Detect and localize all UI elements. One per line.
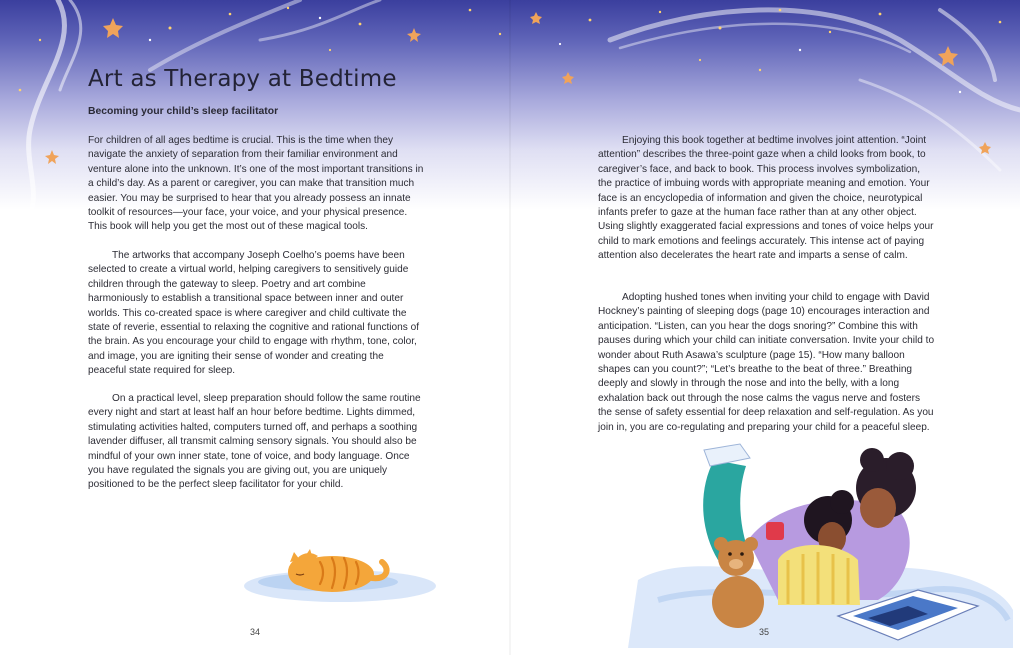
page-title: Art as Therapy at Bedtime (88, 66, 397, 92)
sleeping-cat-illustration (240, 528, 440, 608)
page-number-right: 35 (759, 627, 770, 637)
section-subtitle: Becoming your child’s sleep facilitator (88, 106, 279, 117)
reading-together-illustration (628, 430, 1016, 648)
left-paragraph-2: The artworks that accompany Joseph Coelho’s poems have been selected to create a virtual world, helping caregivers to sensitively guide children through the gateway to sleep. Poetry and art combine harmoniously to establish a transitional space between inner and outer worlds. This co-created space is where caregiver and child cultivate the state of reverie, essential to relaxing the cognitive and rational functions of the brain. As you encourage your child to engage with rhythm, tone, color, and image, you are igniting their sense of wonder and creating the peaceful state required for sleep. (88, 250, 420, 377)
page-number-left: 34 (250, 627, 261, 637)
left-paragraph-1: For children of all ages bedtime is crucial. This is the time when they navigate the anxiety of separation from their familiar environment and venture alone into the unknown. It’s one of the most important transitions in a child’s day. As a parent or caregiver, you can make that transition much easier. You may be surprised to hear that you already possess an innate toolkit of resources—your face, your voice, and your physical presence. This book will help you get the most out of these magical tools. (88, 135, 424, 233)
left-paragraph-3: On a practical level, sleep preparation should follow the same routine every night and start at least half an hour before bedtime. Lights dimmed, stimulating activities halted, computers turned off, and perhaps a soothing lavender diffuser, all transmit calming sensory signals. You should also be mindful of your own inner state, tone of voice, and body language. Once you have regulated the signals you are giving out, you are uniquely positioned to be the perfect sleep facilitator for your child. (88, 393, 421, 491)
right-paragraph-2: Adopting hushed tones when inviting your child to engage with David Hockney’s painting of sleeping dogs (page 10) encourages interaction and anticipation. “Listen, can you hear the dogs snoring?” Combine this with pauses during which your child can initiate conversation. Invite your child to wonder about Ruth Asawa’s sculpture (page 15). “How many balloon shapes can you count?”; “Let’s breathe to the beat of three.” Breathing deeply and slowly in through the nose and into the belly, with a long exhalation back out through the nose calms the vagus nerve and fosters the sense of safety essential for deep relaxation and self-regulation. As you join in, you are co-regulating and preparing your child for a peaceful sleep. (598, 292, 935, 433)
right-paragraph-1: Enjoying this book together at bedtime involves joint attention. “Joint attention” describes the three-point gaze when a child looks from book, to caregiver’s face, and back to book. This process involves symbolization, the practice of imbuing words with appropriate meaning and emotion. Your face is an encyclopedia of information and given the choice, neurotypical infants prefer to gaze at the human face rather than at any other object. Using slightly exaggerated facial expressions and tones of voice helps your child to mark emotions and feelings accurately. This intense act of paying attention also decelerates the heart rate and imparts a sense of calm. (598, 135, 934, 262)
